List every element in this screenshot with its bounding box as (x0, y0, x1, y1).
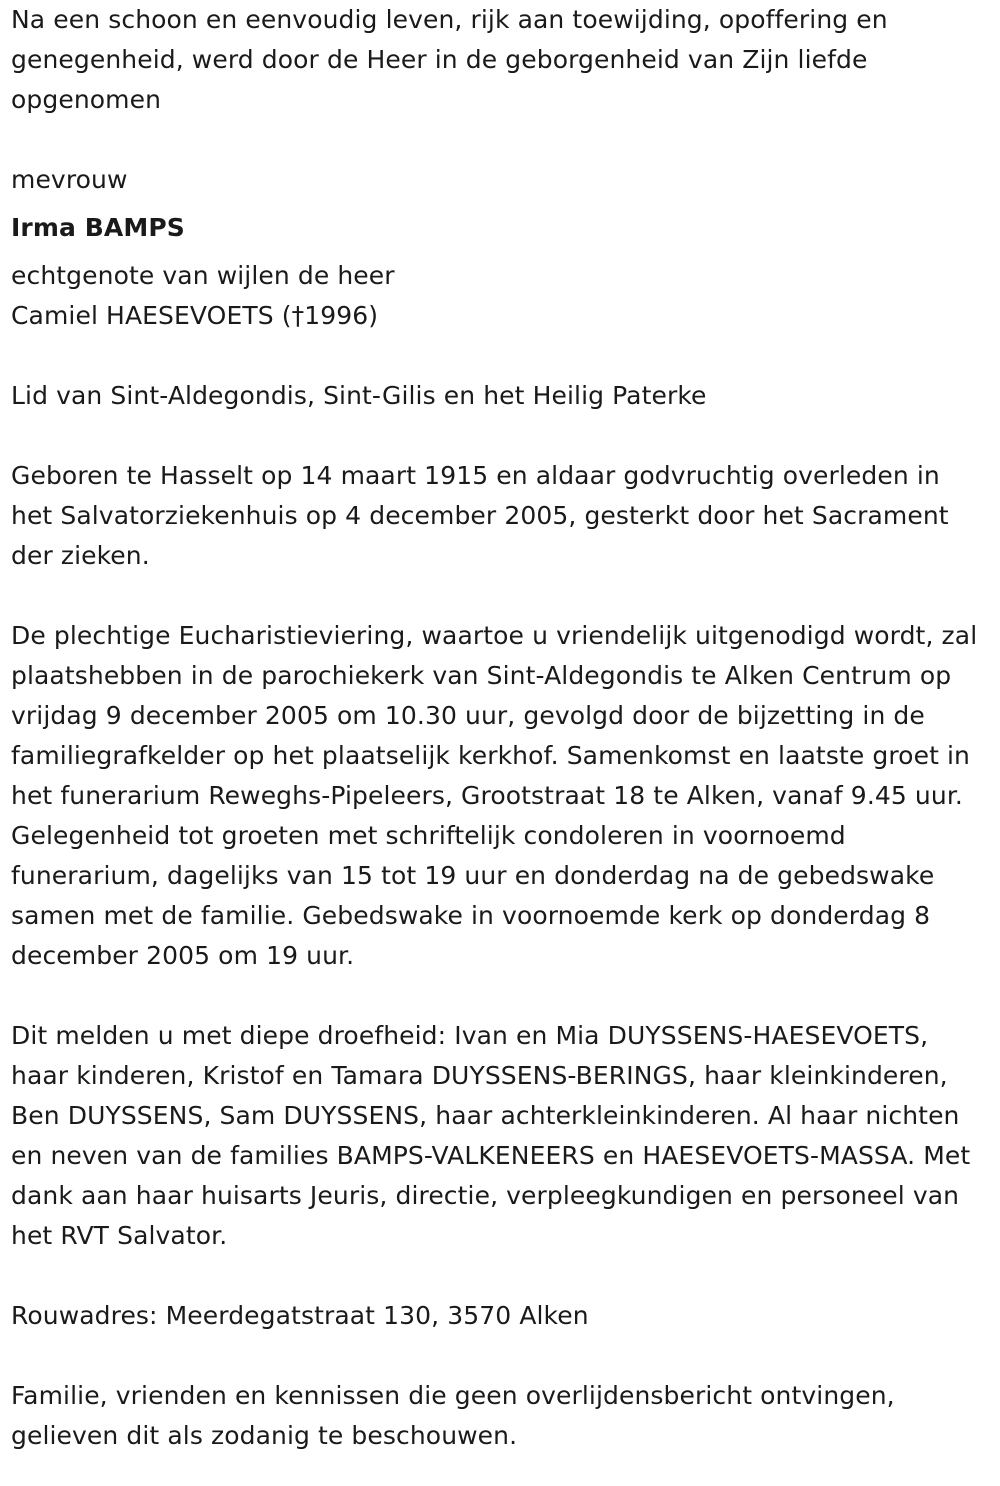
spacer (11, 1256, 988, 1296)
closing-paragraph: Familie, vrienden en kennissen die geen overlijdensbericht ontvingen, gelieven dit als zodanig te beschouwen. (11, 1381, 895, 1450)
spacer (11, 1336, 988, 1376)
spouse-line (11, 296, 988, 336)
cross-icon: † (291, 301, 305, 330)
spacer (11, 576, 988, 616)
relation-text: echtgenote van wijlen de heer (11, 261, 395, 290)
spacer (11, 336, 988, 376)
spacer (11, 120, 988, 160)
intro-paragraph: Na een schoon en eenvoudig leven, rijk aan toewijding, opoffering en genegenheid, werd door de Heer in de geborgenheid van Zijn liefde opgenomen (11, 5, 888, 114)
salutation: mevrouw (11, 165, 128, 194)
spouse-year: 1996) (304, 301, 379, 330)
spacer (11, 416, 988, 456)
funeral-paragraph: De plechtige Eucharistieviering, waartoe u vriendelijk uitgenodigd wordt, zal plaatshebben in de parochiekerk van Sint-Aldegondis te Alken Centrum op vrijdag 9 december 2005 om 10.30 uur, gevolgd door de bijzetting in de familiegrafkelder op het plaatselijk kerkhof. Samenkomst en laatste groet in het funerarium Reweghs-Pipeleers, Grootstraat 18 te Alken, vanaf 9.45 uur. Gelegenheid tot groeten met schriftelijk condoleren in voornoemd funerarium, dagelijks van 15 tot 19 uur en donderdag na de gebedswake samen met de familie. Gebedswake in voornoemde kerk op donderdag 8 december 2005 om 19 uur. (11, 621, 978, 970)
address-paragraph: Rouwadres: Meerdegatstraat 130, 3570 Alken (11, 1301, 589, 1330)
deceased-block (11, 160, 988, 336)
deceased-name: Irma BAMPS (11, 213, 185, 242)
spacer (11, 976, 988, 1016)
membership-paragraph: Lid van Sint-Aldegondis, Sint-Gilis en het Heilig Paterke (11, 381, 707, 410)
birth-death-paragraph: Geboren te Hasselt op 14 maart 1915 en aldaar godvruchtig overleden in het Salvatorziekenhuis op 4 december 2005, gesterkt door het Sacrament der zieken. (11, 461, 949, 570)
spouse-name: Camiel HAESEVOETS ( (11, 301, 292, 330)
announcement-paragraph: Dit melden u met diepe droefheid: Ivan en Mia DUYSSENS-HAESEVOETS, haar kinderen, Kristof en Tamara DUYSSENS-BERINGS, haar kleinkinderen, Ben DUYSSENS, Sam DUYSSENS, haar achterkleinkinderen. Al haar nichten en neven van de families BAMPS-VALKENEERS en HAESEVOETS-MASSA. Met dank aan haar huisarts Jeuris, directie, verpleegkundigen en personeel van het RVT Salvator. (11, 1021, 971, 1250)
